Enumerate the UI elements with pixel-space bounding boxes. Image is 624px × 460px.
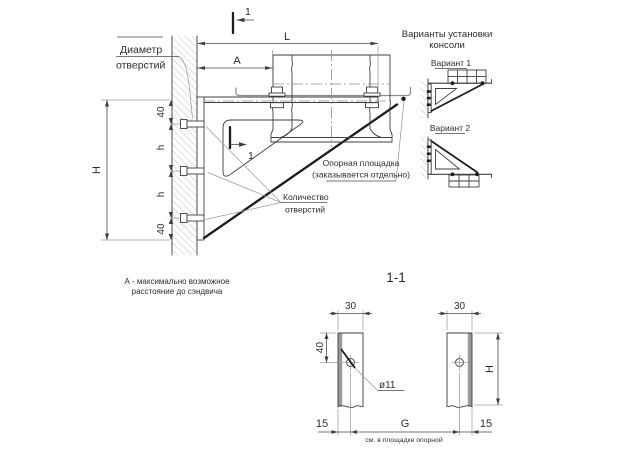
dim-h-lower-label: h <box>156 191 167 198</box>
variant-2 <box>421 123 492 187</box>
dimension-chain-bottom <box>316 373 492 445</box>
gusset-cutout <box>223 120 303 176</box>
section-flag-top <box>233 6 254 33</box>
dim-40-hole-label: 40 <box>315 341 326 354</box>
note-a-line1: А - максимально возможное <box>124 277 230 286</box>
dim-15-right-label: 15 <box>479 418 493 430</box>
platform-line1: Опорная площадка <box>322 158 400 168</box>
section-1-1-view <box>315 270 503 444</box>
note-a-line2: расстояние до сэндвича <box>131 287 223 296</box>
dimension-30-left <box>329 301 372 331</box>
dimension-H <box>91 100 170 240</box>
section-flag-bottom-label: 1 <box>248 150 254 162</box>
dim-h-upper-label: h <box>156 144 167 151</box>
console-arm <box>204 97 394 103</box>
hole-diameter-line2: отверстий <box>116 59 166 72</box>
dimension-A <box>198 50 273 71</box>
label-hole-count <box>206 127 329 220</box>
installation-options <box>402 29 493 187</box>
dimension-30-right <box>438 301 481 331</box>
sandwich-pipe <box>271 50 392 147</box>
dim-15-left-label: 15 <box>315 418 329 430</box>
platform-line2: (заказывается отдельно) <box>312 169 410 180</box>
dim-A-label: А <box>233 55 241 67</box>
dim-40-bottom-label: 40 <box>156 223 167 235</box>
support-platform <box>236 87 411 101</box>
section-title: 1-1 <box>386 270 406 285</box>
label-support-platform <box>312 101 410 181</box>
dim-40-top-label: 40 <box>156 106 167 118</box>
dim-G-label: G <box>400 418 410 430</box>
hole-dia-label: ø11 <box>379 380 396 391</box>
dim-30-left-label: 30 <box>344 301 357 312</box>
section-flag-top-label: 1 <box>245 6 251 18</box>
dim-H-section-label: H <box>484 365 496 373</box>
main-elevation-view <box>91 6 411 296</box>
section-flag-bottom <box>230 127 254 162</box>
variant-2-label: Вариант 2 <box>429 123 471 133</box>
dim-L-label: L <box>283 31 291 43</box>
leader-dot <box>401 97 405 101</box>
dim-H-label: H <box>91 166 103 174</box>
hole-diameter-line1: Диаметр <box>120 44 163 56</box>
options-title-line1: Варианты установки <box>401 29 493 40</box>
dimension-H-section <box>475 333 504 405</box>
note-dimension-a <box>124 277 230 296</box>
dimension-chain-holes <box>156 100 173 240</box>
variant-1 <box>421 58 492 118</box>
dim-30-right-label: 30 <box>453 301 466 312</box>
variant-1-label: Вариант 1 <box>430 58 472 68</box>
hole-count-line2: отверстий <box>285 204 325 215</box>
hole-count-line1: Количество <box>283 192 329 202</box>
options-title-line2: консоли <box>429 40 465 51</box>
section-note: см. в площадке опорной <box>365 437 443 444</box>
